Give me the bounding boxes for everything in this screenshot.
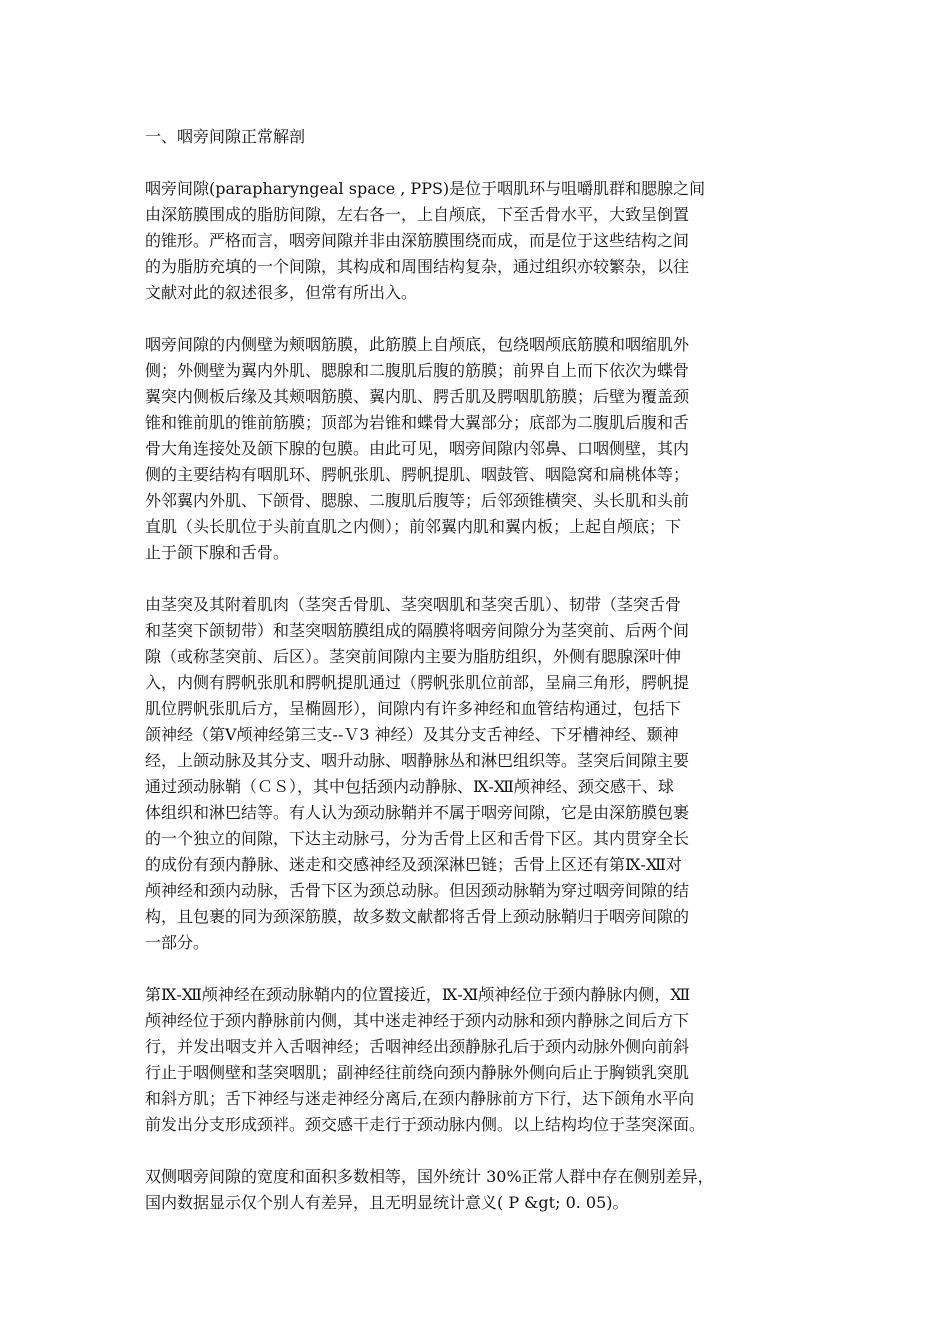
paragraph-line: 肌位腭帆张肌后方，呈椭圆形），间隙内有许多神经和血管结构通过，包括下 <box>145 699 682 718</box>
paragraph-line: 侧；外侧壁为翼内外肌、腮腺和二腹肌后腹的筋膜；前界自上而下依次为蝶骨 <box>145 361 690 380</box>
paragraph-line: 由茎突及其附着肌肉（茎突舌骨肌、茎突咽肌和茎突舌肌）、韧带（茎突舌骨 <box>145 595 682 614</box>
document-page <box>145 124 810 1242</box>
paragraph-line: 和斜方肌；舌下神经与迷走神经分离后,在颈内静脉前方下行，达下颌角水平向 <box>145 1089 695 1108</box>
paragraph-container <box>145 176 810 1216</box>
paragraph-line: 翼突内侧板后缘及其颊咽筋膜、翼内肌、腭舌肌及腭咽肌筋膜；后壁为覆盖颈 <box>145 387 690 406</box>
paragraph <box>145 592 810 956</box>
section-heading: 一、咽旁间隙正常解剖 <box>145 127 306 146</box>
paragraph-line: 咽旁间隙的内侧壁为颊咽筋膜，此筋膜上自颅底，包绕咽颅底筋膜和咽缩肌外 <box>145 335 690 354</box>
paragraph-line: 的一个独立的间隙，下达主动脉弓，分为舌骨上区和舌骨下区。其内贯穿全长 <box>145 829 690 848</box>
paragraph-line: 通过颈动脉鞘（ＣＳ），其中包括颈内动静脉、Ⅸ-Ⅻ颅神经、颈交感干、球 <box>145 777 674 796</box>
paragraph-line: 双侧咽旁间隙的宽度和面积多数相等，国外统计 30%正常人群中存在侧别差异， <box>145 1167 714 1186</box>
paragraph-line: 颅神经和颈内动脉，舌骨下区为颈总动脉。但因颈动脉鞘为穿过咽旁间隙的结 <box>145 881 690 900</box>
paragraph-line: 行止于咽侧壁和茎突咽肌；副神经往前绕向颈内静脉外侧向后止于胸锁乳突肌 <box>145 1063 690 1082</box>
paragraph-line: 经，上颌动脉及其分支、咽升动脉、咽静脉丛和淋巴组织等。茎突后间隙主要 <box>145 751 690 770</box>
paragraph-line: 前发出分支形成颈袢。颈交感干走行于颈动脉内侧。以上结构均位于茎突深面。 <box>145 1115 706 1134</box>
paragraph-line: 第Ⅸ-Ⅻ颅神经在颈动脉鞘内的位置接近，Ⅸ-Ⅺ颅神经位于颈内静脉内侧，Ⅻ <box>145 985 691 1004</box>
paragraph-line: 侧的主要结构有咽肌环、腭帆张肌、腭帆提肌、咽鼓管、咽隐窝和扁桃体等； <box>145 465 690 484</box>
paragraph-line: 国内数据显示仅个别人有差异，且无明显统计意义( P &gt; 0. 05)。 <box>145 1193 629 1212</box>
paragraph <box>145 1164 810 1216</box>
paragraph-line: 的为脂肪充填的一个间隙，其构成和周围结构复杂，通过组织亦较繁杂，以往 <box>145 257 690 276</box>
paragraph-line: 和茎突下颌韧带）和茎突咽筋膜组成的隔膜将咽旁间隙分为茎突前、后两个间 <box>145 621 690 640</box>
paragraph-line: 体组织和淋巴结等。有人认为颈动脉鞘并不属于咽旁间隙，它是由深筋膜包裹 <box>145 803 690 822</box>
paragraph-line: 外邻翼内外肌、下颌骨、腮腺、二腹肌后腹等；后邻颈锥横突、头长肌和头前 <box>145 491 690 510</box>
paragraph-line: 一部分。 <box>145 933 210 952</box>
paragraph-line: 锥和锥前肌的锥前筋膜；顶部为岩锥和蝶骨大翼部分；底部为二腹肌后腹和舌 <box>145 413 690 432</box>
paragraph-line: 颌神经（第Ⅴ颅神经第三支--Ｖ3 神经）及其分支舌神经、下牙槽神经、颞神 <box>145 725 679 744</box>
paragraph-line: 文献对此的叙述很多，但常有所出入。 <box>145 283 418 302</box>
paragraph <box>145 982 810 1138</box>
paragraph-line: 隙（或称茎突前、后区）。茎突前间隙内主要为脂肪组织，外侧有腮腺深叶伸 <box>145 647 682 666</box>
paragraph-line: 的成份有颈内静脉、迷走和交感神经及颈深淋巴链；舌骨上区还有第Ⅸ-Ⅻ对 <box>145 855 682 874</box>
paragraph-line: 构，且包裹的同为颈深筋膜，故多数文献都将舌骨上颈动脉鞘归于咽旁间隙的 <box>145 907 690 926</box>
paragraph <box>145 332 810 566</box>
paragraph-line: 由深筋膜围成的脂肪间隙，左右各一，上自颅底，下至舌骨水平，大致呈倒置 <box>145 205 690 224</box>
paragraph <box>145 176 810 306</box>
paragraph-line: 直肌（头长肌位于头前直肌之内侧）；前邻翼内肌和翼内板；上起自颅底；下 <box>145 517 682 536</box>
paragraph-line: 行，并发出咽支并入舌咽神经；舌咽神经出颈静脉孔后于颈内动脉外侧向前斜 <box>145 1037 690 1056</box>
paragraph-line: 颅神经位于颈内静脉前内侧，其中迷走神经于颈内动脉和颈内静脉之间后方下 <box>145 1011 690 1030</box>
paragraph-line: 入，内侧有腭帆张肌和腭帆提肌通过（腭帆张肌位前部，呈扁三角形，腭帆提 <box>145 673 690 692</box>
paragraph-line: 的锥形。严格而言，咽旁间隙并非由深筋膜围绕而成，而是位于这些结构之间 <box>145 231 690 250</box>
paragraph-line: 止于颌下腺和舌骨。 <box>145 543 290 562</box>
paragraph-line: 咽旁间隙(parapharyngeal space , PPS)是位于咽肌环与咀嚼肌群和腮腺之间 <box>145 179 706 198</box>
paragraph-line: 骨大角连接处及颌下腺的包膜。由此可见，咽旁间隙内邻鼻、口咽侧壁，其内 <box>145 439 690 458</box>
